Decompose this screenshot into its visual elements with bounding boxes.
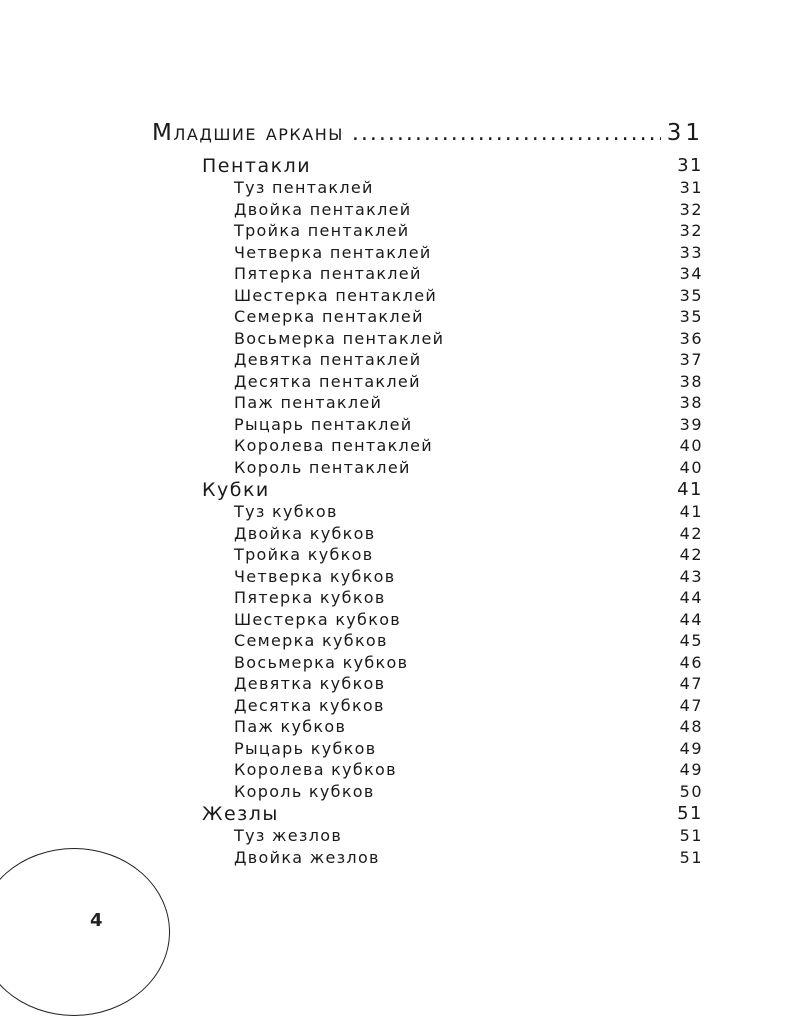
entry-title: Тройка кубков bbox=[234, 545, 374, 564]
entry-page-number: 32 bbox=[679, 199, 703, 219]
entry-page-number: 48 bbox=[679, 717, 703, 736]
toc-entry-row[interactable] bbox=[0, 608, 800, 630]
toc-entry-row[interactable] bbox=[0, 672, 800, 694]
toc-entry-row[interactable] bbox=[0, 758, 800, 780]
section-page-number: 51 bbox=[677, 803, 703, 824]
entry-page-number: 37 bbox=[679, 350, 703, 369]
toc-chapter-heading[interactable] bbox=[152, 120, 704, 150]
chapter-title: Младшие арканы bbox=[152, 120, 344, 146]
toc-entry-row[interactable] bbox=[0, 694, 800, 716]
entry-title: Паж кубков bbox=[234, 717, 347, 736]
toc-entry-row[interactable] bbox=[0, 241, 800, 263]
entry-page-number: 41 bbox=[679, 502, 703, 521]
entry-title: Восьмерка пентаклей bbox=[234, 328, 445, 348]
entry-page-number: 50 bbox=[679, 781, 703, 801]
toc-entry-row[interactable] bbox=[0, 543, 800, 565]
entry-title: Туз пентаклей bbox=[234, 178, 374, 197]
entry-page-number: 44 bbox=[679, 588, 703, 607]
entry-page-number: 33 bbox=[679, 242, 703, 262]
entry-title: Двойка жезлов bbox=[234, 847, 380, 867]
entry-title: Десятка кубков bbox=[234, 695, 385, 715]
entry-page-number: 38 bbox=[679, 371, 703, 391]
entry-page-number: 35 bbox=[679, 307, 703, 326]
toc-entry-row[interactable] bbox=[0, 629, 800, 651]
entry-title: Пятерка пентаклей bbox=[234, 264, 422, 283]
entry-page-number: 38 bbox=[679, 393, 703, 412]
toc-entry-row[interactable] bbox=[0, 262, 800, 284]
section-title: Кубки bbox=[202, 479, 270, 501]
entry-page-number: 42 bbox=[679, 545, 703, 564]
entry-title: Паж пентаклей bbox=[234, 393, 383, 412]
entry-title: Четверка кубков bbox=[234, 566, 396, 586]
toc-entry-row[interactable] bbox=[0, 391, 800, 413]
entry-title: Десятка пентаклей bbox=[234, 371, 421, 391]
dot-leader bbox=[352, 121, 661, 146]
toc-entry-row[interactable] bbox=[0, 305, 800, 327]
entry-page-number: 46 bbox=[679, 652, 703, 672]
toc-entry-row[interactable] bbox=[0, 522, 800, 544]
entry-page-number: 36 bbox=[679, 328, 703, 348]
entry-title: Рыцарь пентаклей bbox=[234, 414, 413, 434]
entry-title: Семерка пентаклей bbox=[234, 307, 424, 326]
toc-entry-row[interactable] bbox=[0, 348, 800, 370]
section-page-number: 31 bbox=[677, 155, 703, 176]
toc-entry-row[interactable] bbox=[0, 413, 800, 435]
entry-title: Туз жезлов bbox=[234, 826, 343, 845]
toc-entry-row[interactable] bbox=[0, 651, 800, 673]
toc-entry-row[interactable] bbox=[0, 284, 800, 306]
toc-entry-row[interactable] bbox=[0, 434, 800, 456]
entry-title: Двойка пентаклей bbox=[234, 199, 412, 219]
entry-page-number: 49 bbox=[679, 738, 703, 758]
entry-page-number: 47 bbox=[679, 695, 703, 715]
toc-entry-row[interactable] bbox=[0, 737, 800, 759]
toc-entry-row[interactable] bbox=[0, 370, 800, 392]
entry-page-number: 40 bbox=[679, 457, 703, 477]
entry-title: Шестерка пентаклей bbox=[234, 285, 438, 305]
entry-page-number: 44 bbox=[679, 609, 703, 629]
entry-page-number: 35 bbox=[679, 285, 703, 305]
toc-section-row[interactable] bbox=[0, 477, 800, 500]
toc-entry-row[interactable] bbox=[0, 824, 800, 846]
entry-page-number: 51 bbox=[679, 826, 703, 845]
toc-section-row[interactable] bbox=[0, 153, 800, 176]
entry-title: Шестерка кубков bbox=[234, 609, 402, 629]
entry-title: Девятка кубков bbox=[234, 674, 386, 693]
entry-page-number: 51 bbox=[679, 847, 703, 867]
entry-title: Девятка пентаклей bbox=[234, 350, 422, 369]
entry-page-number: 34 bbox=[679, 264, 703, 283]
entry-page-number: 32 bbox=[679, 221, 703, 240]
entry-title: Семерка кубков bbox=[234, 631, 388, 650]
toc-list bbox=[0, 153, 800, 867]
entry-title: Рыцарь кубков bbox=[234, 738, 377, 758]
section-page-number: 41 bbox=[677, 479, 703, 500]
entry-page-number: 43 bbox=[679, 566, 703, 586]
entry-title: Королева пентаклей bbox=[234, 436, 433, 455]
entry-title: Четверка пентаклей bbox=[234, 242, 432, 262]
entry-title: Туз кубков bbox=[234, 502, 338, 521]
entry-title: Королева кубков bbox=[234, 760, 397, 779]
entry-title: Двойка кубков bbox=[234, 523, 376, 543]
entry-title: Король пентаклей bbox=[234, 457, 411, 477]
toc-entry-row[interactable] bbox=[0, 586, 800, 608]
entry-page-number: 39 bbox=[679, 414, 703, 434]
toc-entry-row[interactable] bbox=[0, 565, 800, 587]
toc-entry-row[interactable] bbox=[0, 176, 800, 198]
section-title: Жезлы bbox=[202, 803, 279, 825]
toc-entry-row[interactable] bbox=[0, 456, 800, 478]
toc-entry-row[interactable] bbox=[0, 780, 800, 802]
toc-entry-row[interactable] bbox=[0, 219, 800, 241]
entry-page-number: 45 bbox=[679, 631, 703, 650]
chapter-page-number: 31 bbox=[666, 120, 704, 146]
toc-entry-row[interactable] bbox=[0, 500, 800, 522]
entry-title: Король кубков bbox=[234, 781, 375, 801]
entry-title: Восьмерка кубков bbox=[234, 652, 409, 672]
entry-page-number: 49 bbox=[679, 760, 703, 779]
entry-title: Пятерка кубков bbox=[234, 588, 386, 607]
entry-page-number: 47 bbox=[679, 674, 703, 693]
entry-page-number: 42 bbox=[679, 523, 703, 543]
entry-title: Тройка пентаклей bbox=[234, 221, 410, 240]
page-number: 4 bbox=[90, 910, 103, 931]
toc-entry-row[interactable] bbox=[0, 715, 800, 737]
toc-entry-row[interactable] bbox=[0, 198, 800, 220]
toc-section-row[interactable] bbox=[0, 801, 800, 824]
entry-page-number: 31 bbox=[679, 178, 703, 197]
entry-page-number: 40 bbox=[679, 436, 703, 455]
toc-entry-row[interactable] bbox=[0, 327, 800, 349]
page-number-circle bbox=[0, 848, 170, 1016]
section-title: Пентакли bbox=[202, 155, 312, 177]
